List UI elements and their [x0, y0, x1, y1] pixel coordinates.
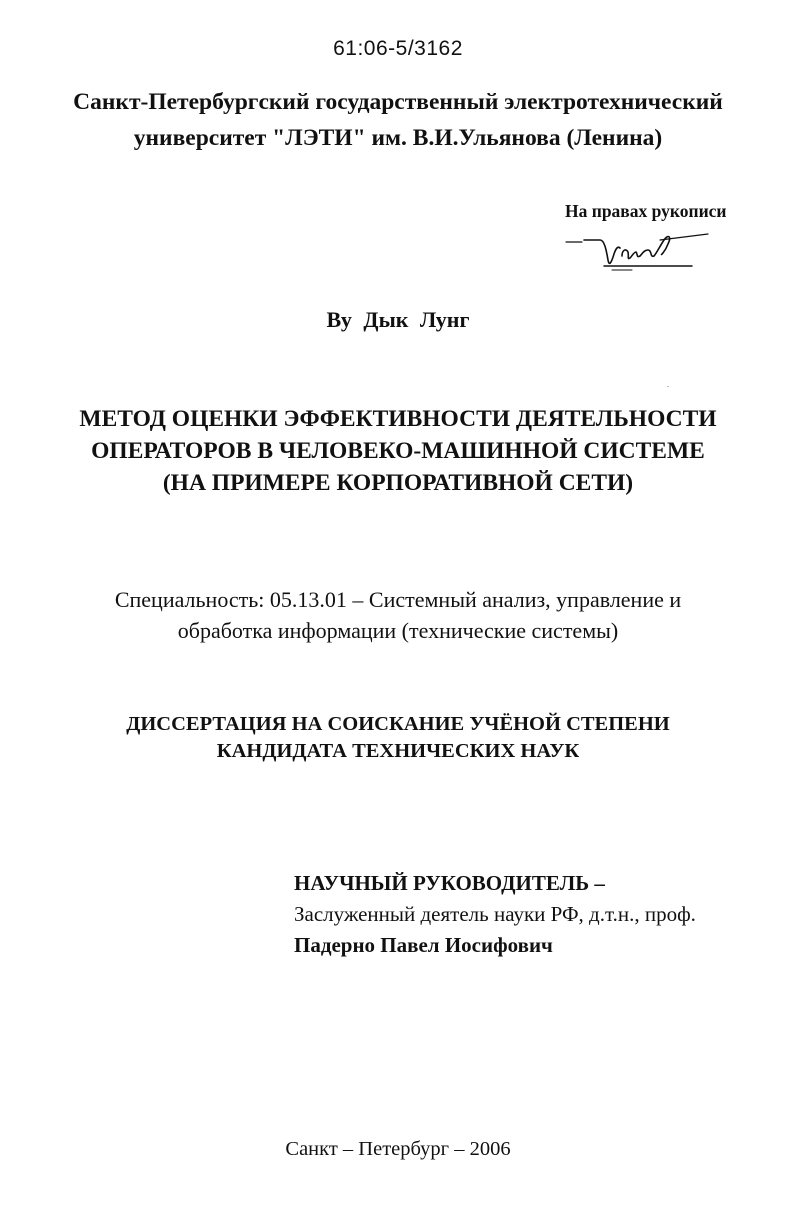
degree-statement [0, 711, 796, 765]
advisor-role: НАУЧНЫЙ РУКОВОДИТЕЛЬ – [294, 871, 605, 895]
author-signature [556, 226, 716, 278]
dissertation-title [0, 403, 796, 499]
title-line-2: ОПЕРАТОРОВ В ЧЕЛОВЕКО-МАШИННОЙ СИСТЕМЕ [91, 438, 705, 464]
scan-speck [667, 386, 669, 387]
degree-line-2: КАНДИДАТА ТЕХНИЧЕСКИХ НАУК [216, 740, 580, 762]
degree-line-1: ДИССЕРТАЦИЯ НА СОИСКАНИЕ УЧЁНОЙ СТЕПЕНИ [126, 713, 670, 735]
institution-line-2: университет "ЛЭТИ" им. В.И.Ульянова (Ленина) [133, 125, 663, 151]
specialty-line-1: Специальность: 05.13.01 – Системный анализ, управление и [114, 587, 682, 612]
advisor-name: Падерно Павел Иосифович [294, 933, 553, 957]
specialty-line-2: обработка информации (технические системы) [177, 618, 619, 643]
advisor-title: Заслуженный деятель науки РФ, д.т.н., проф. [294, 902, 696, 926]
place-and-year: Санкт – Петербург – 2006 [285, 1138, 511, 1160]
title-line-1: МЕТОД ОЦЕНКИ ЭФФЕКТИВНОСТИ ДЕЯТЕЛЬНОСТИ [79, 406, 717, 432]
author-name: Ву Дык Лунг [326, 307, 470, 332]
specialty [0, 584, 796, 646]
institution-line-1: Санкт-Петербургский государственный электротехнический [73, 89, 723, 115]
institution-name [0, 84, 796, 156]
manuscript-note: На правах рукописи [565, 201, 727, 221]
title-line-3: (НА ПРИМЕРЕ КОРПОРАТИВНОЙ СЕТИ) [162, 470, 634, 496]
scientific-advisor [294, 868, 696, 961]
shelfmark: 61:06-5/3162 [333, 37, 463, 60]
